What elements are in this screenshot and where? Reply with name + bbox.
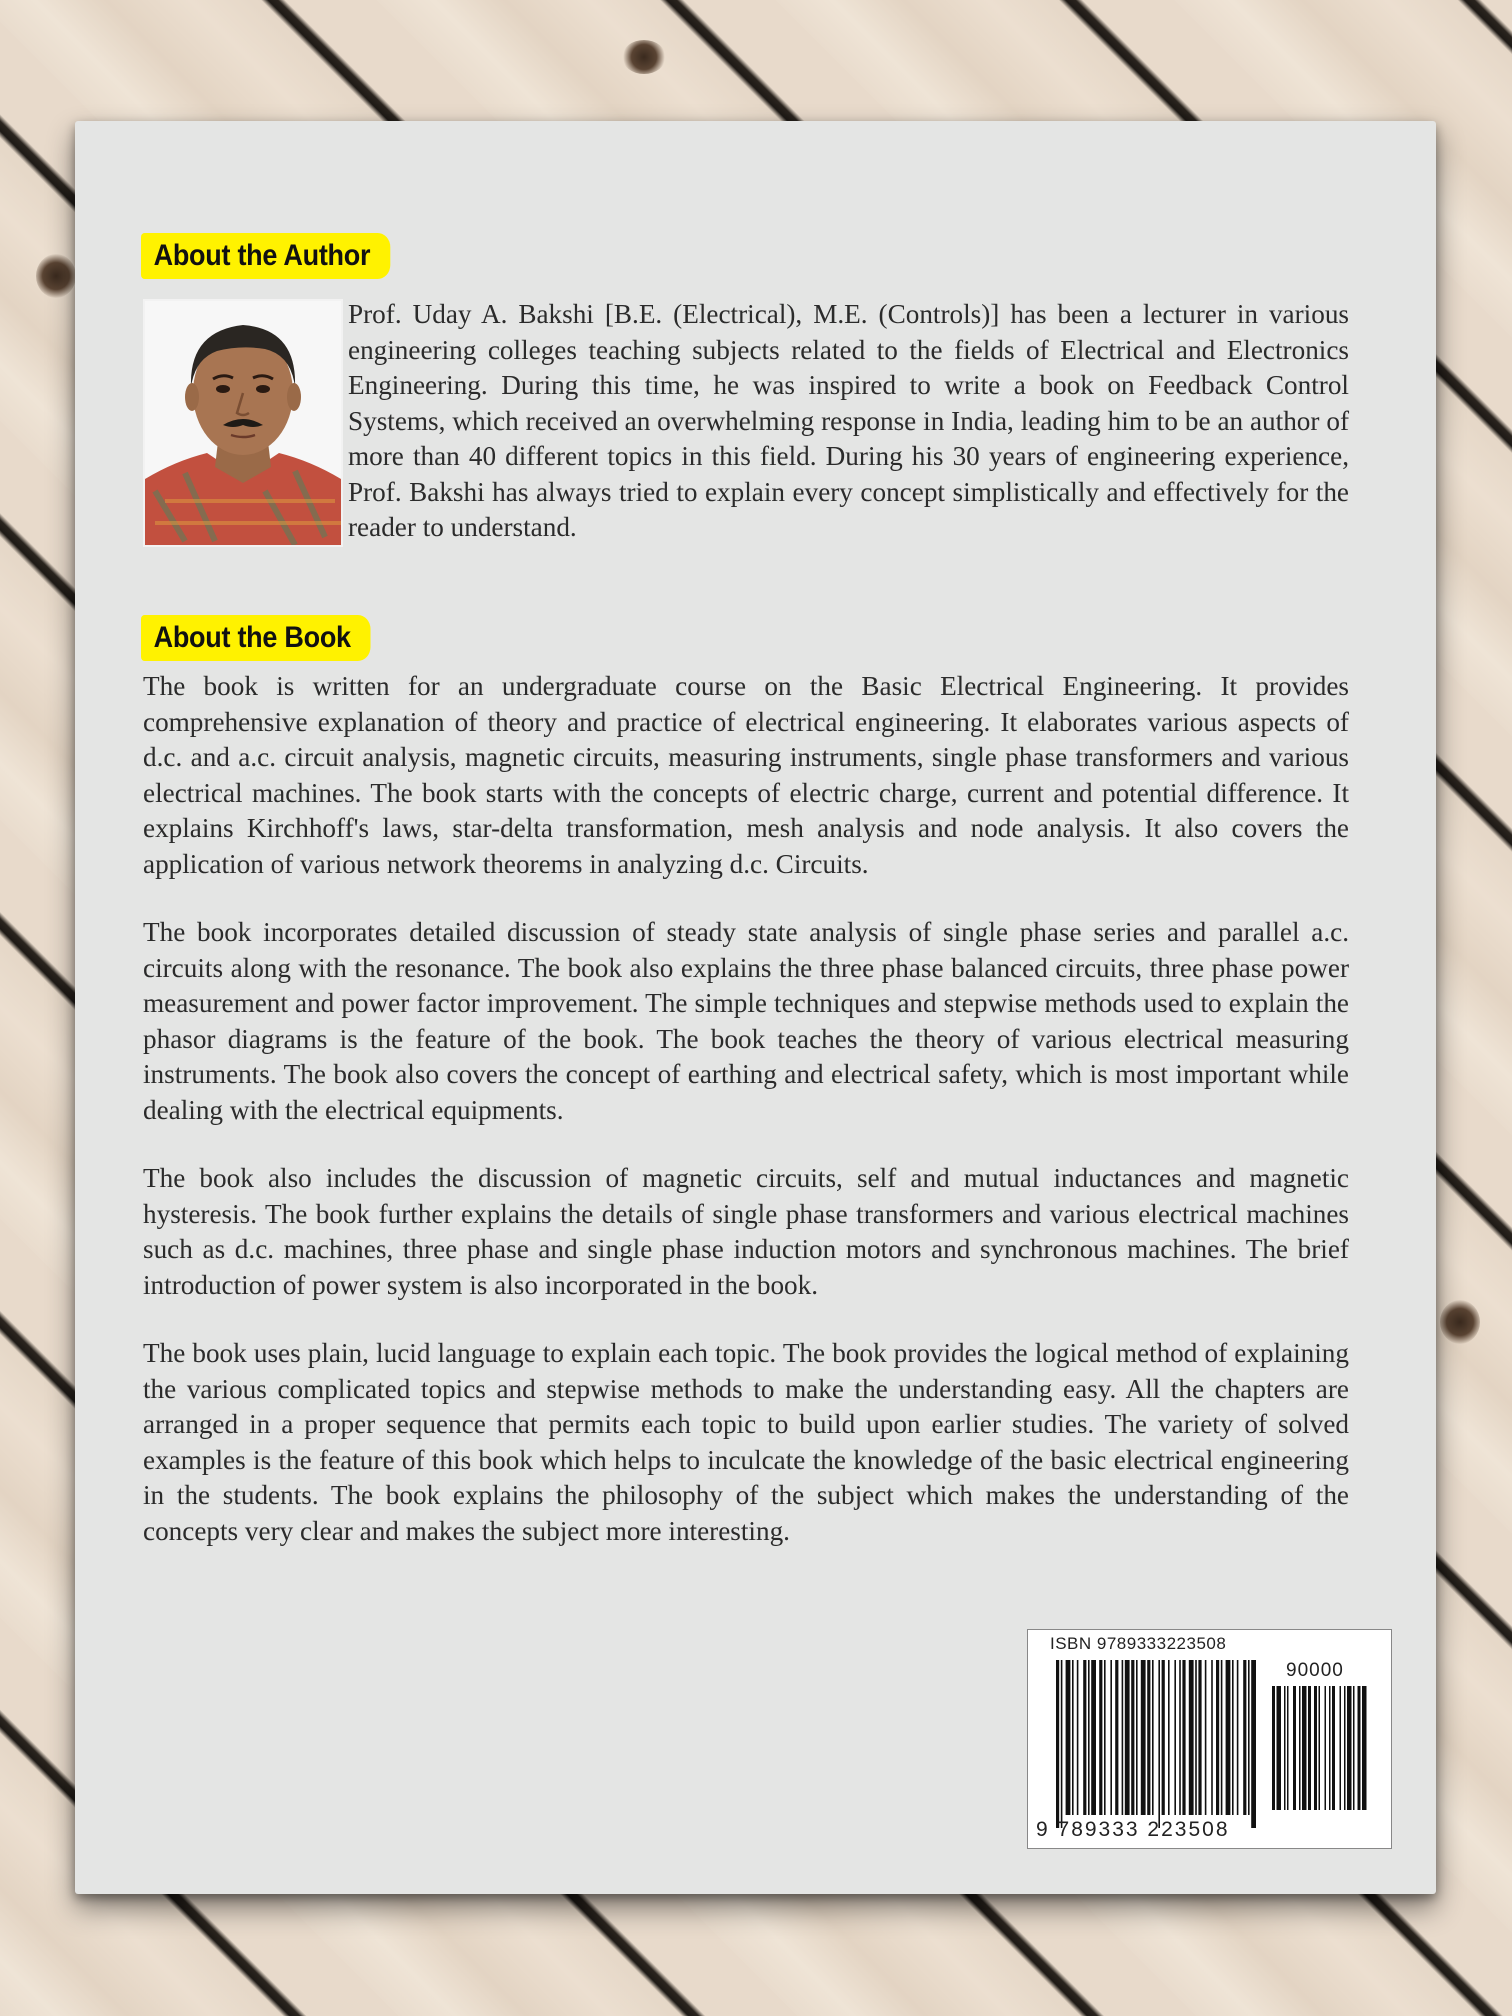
book-paragraph: The book uses plain, lucid language to explain each topic. The book provides the logical method of explaining the various complicated topics and stepwise methods to make the understanding easy. All the chapters are arranged in a proper sequence that permits each topic to build upon earlier studies. The variety of solved examples is the feature of this book which helps to inculcate the knowledge of the basic electrical engineering in the students. The book explains the philosophy of the subject which makes the understanding of the concepts very clear and makes the subject more interesting. — [143, 1338, 1349, 1546]
author-bio: Prof. Uday A. Bakshi [B.E. (Electrical), M.E. (Controls)] has been a lecturer in various engineering colleges teaching subjects related to the fields of Electrical and Electronics Engineering. During this time, he was inspired to write a book on Feedback Control Systems, which received an overwhelming response in India, leading him to be an author of more than 40 different topics in this field. During his 30 years of engineering experience, Prof. Bakshi has always tried to explain every concept simplistically and effectively for the reader to understand. — [348, 299, 1349, 542]
author-photo — [143, 299, 343, 547]
isbn-barcode — [1027, 1629, 1392, 1849]
book-paragraph: The book is written for an undergraduate course on the Basic Electrical Engineering. It provides comprehensive explanation of theory and practice of electrical engineering. It elaborates various aspects of d.c. and a.c. circuit analysis, magnetic circuits, measuring instruments, single phase transformers and various electrical machines. The book starts with the concepts of electric charge, current and potential difference. It explains Kirchhoff's laws, star-delta transformation, mesh analysis and node analysis. It also covers the application of various network theorems in analyzing d.c. Circuits. — [143, 671, 1349, 879]
book-description — [143, 669, 1349, 1582]
wood-knot — [1440, 1300, 1480, 1344]
about-book-heading: About the Book — [141, 615, 371, 661]
wood-knot — [622, 40, 666, 74]
price-code: 90000 — [1286, 1660, 1344, 1681]
isbn-label: ISBN 9789333223508 — [1050, 1634, 1227, 1653]
book-paragraph: The book incorporates detailed discussion of steady state analysis of single phase series and parallel a.c. circuits along with the resonance. The book also explains the three phase balanced circuits, three phase power measurement and power factor improvement. The simple techniques and stepwise methods used to explain the phasor diagrams is the feature of the book. The book teaches the theory of various electrical measuring instruments. The book also covers the concept of earthing and electrical safety, which is most important while dealing with the electrical equipments. — [143, 917, 1349, 1125]
about-author-heading: About the Author — [141, 233, 390, 279]
barcode-digits: 9 789333 223508 — [1036, 1818, 1230, 1841]
wood-knot — [36, 254, 76, 298]
book-back-cover — [75, 121, 1436, 1894]
book-paragraph: The book also includes the discussion of magnetic circuits, self and mutual inductances and magnetic hysteresis. The book further explains the details of single phase transformers and various electrical machines such as d.c. machines, three phase and single phase induction motors and synchronous machines. The brief introduction of power system is also incorporated in the book. — [143, 1163, 1349, 1300]
